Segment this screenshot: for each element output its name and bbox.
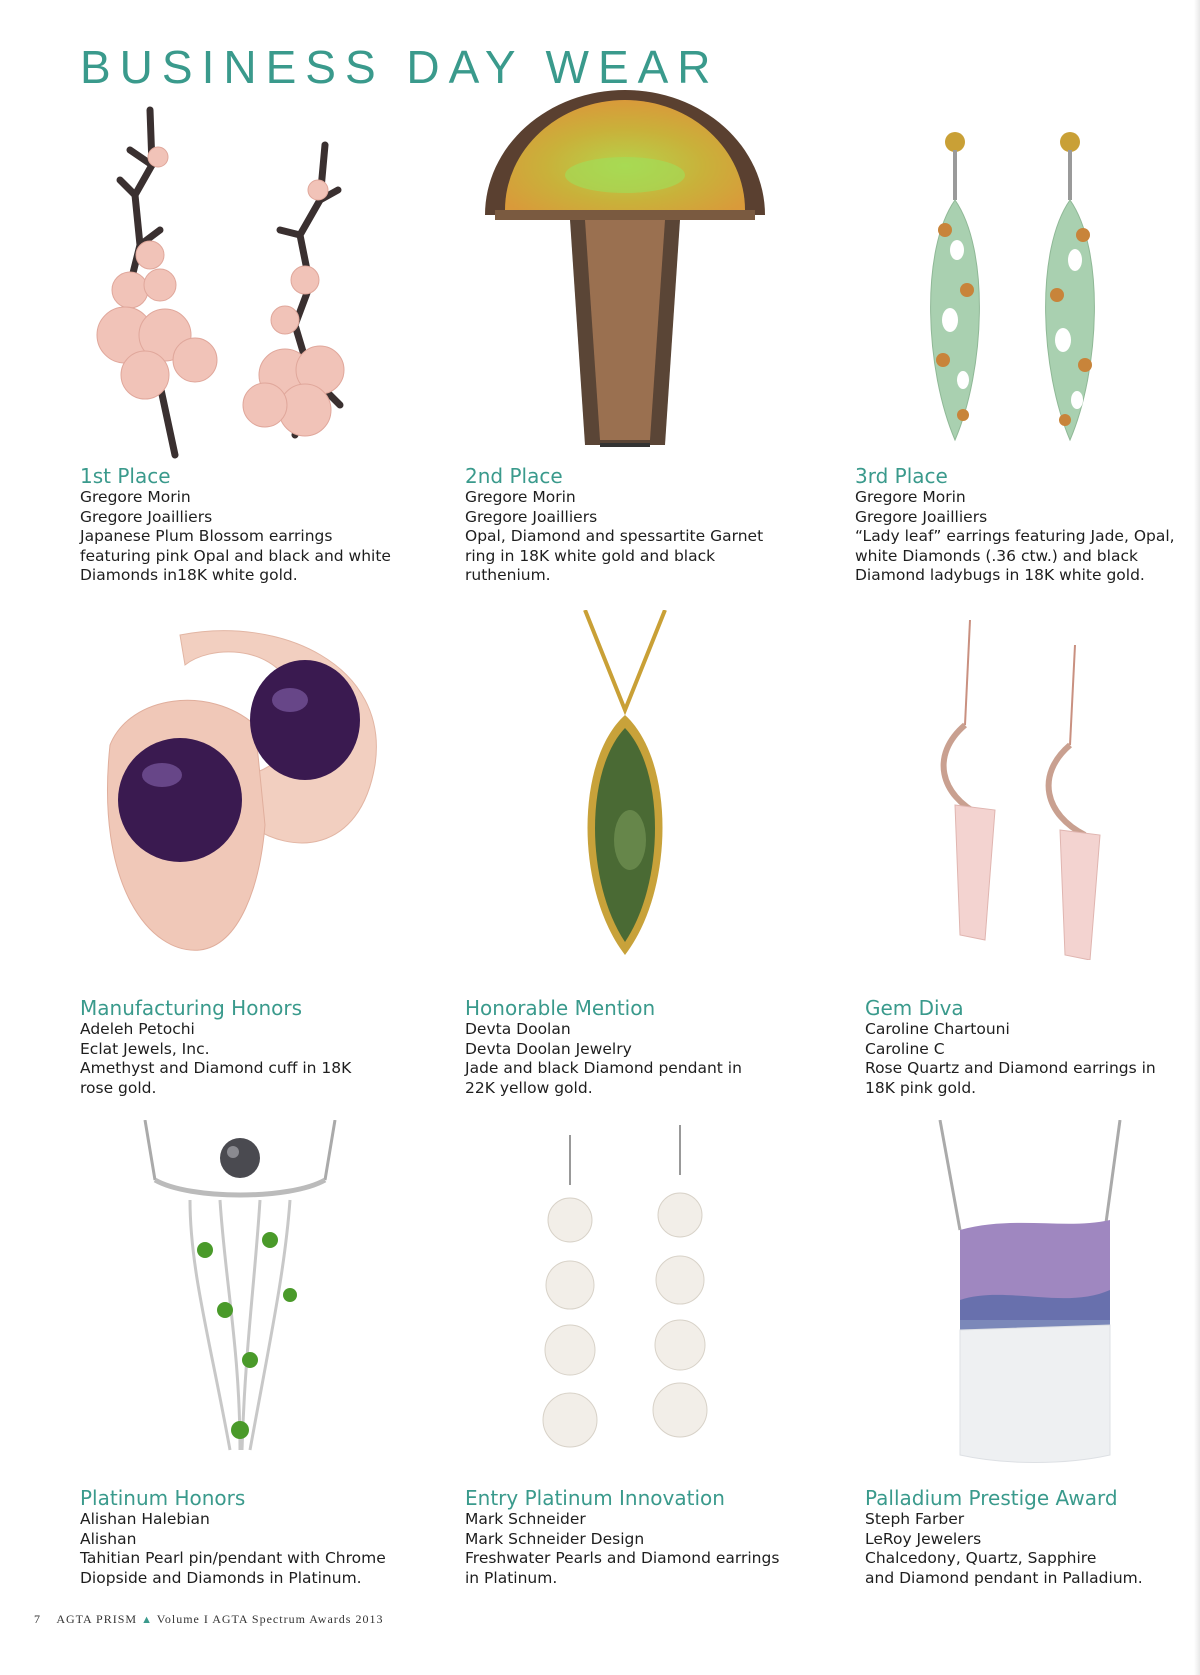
company-name: Mark Schneider Design: [465, 1529, 645, 1548]
rose-quartz-earrings-image: [920, 615, 1120, 960]
description-line: featuring pink Opal and black and white: [80, 546, 391, 565]
page-edge-shadow: [1194, 0, 1200, 1675]
company-name: Alishan: [80, 1529, 137, 1548]
page-footer: [34, 1612, 383, 1627]
page-number: 7: [34, 1612, 41, 1626]
entry-caption-2nd-place: [465, 464, 845, 586]
description-line: and Diamond pendant in Palladium.: [865, 1568, 1143, 1587]
entry-caption-gem-diva: [865, 996, 1200, 1098]
page-title: BUSINESS DAY WEAR: [80, 41, 720, 93]
company-name: Caroline C: [865, 1039, 945, 1058]
entry-caption-honorable-mention: [465, 996, 845, 1098]
company-name: Devta Doolan Jewelry: [465, 1039, 632, 1058]
description-line: Jade and black Diamond pendant in: [465, 1059, 742, 1077]
description-line: Amethyst and Diamond cuff in 18K: [80, 1059, 352, 1077]
description-line: rose gold.: [80, 1078, 157, 1097]
designer-name: Gregore Morin: [465, 488, 576, 506]
designer-name: Caroline Chartouni: [865, 1020, 1010, 1038]
award-title: 3rd Place: [855, 464, 948, 488]
description-line: Opal, Diamond and spessartite Garnet: [465, 527, 764, 545]
entry-caption-1st-place: [80, 464, 460, 586]
description-line: 22K yellow gold.: [465, 1078, 593, 1097]
designer-name: Devta Doolan: [465, 1020, 571, 1038]
entry-caption-platinum-honors: [80, 1486, 460, 1588]
award-title: Honorable Mention: [465, 996, 656, 1020]
entry-caption-3rd-place: [855, 464, 1200, 586]
jade-pendant-image: [555, 610, 695, 960]
description-line: Japanese Plum Blossom earrings: [80, 527, 333, 545]
lady-leaf-earrings-image: [905, 130, 1155, 455]
award-title: Platinum Honors: [80, 1486, 246, 1510]
triangle-icon: ▲: [141, 1614, 153, 1626]
award-title: 2nd Place: [465, 464, 563, 488]
designer-name: Alishan Halebian: [80, 1510, 210, 1528]
award-title: 1st Place: [80, 464, 171, 488]
designer-name: Mark Schneider: [465, 1510, 586, 1528]
opal-ring-image: [475, 85, 775, 455]
tahitian-pearl-pendant-image: [130, 1120, 350, 1465]
amethyst-cuff-image: [90, 625, 390, 955]
company-name: LeRoy Jewelers: [865, 1529, 982, 1548]
description-line: Diamond ladybugs in 18K white gold.: [855, 566, 1145, 584]
description-line: Rose Quartz and Diamond earrings in: [865, 1059, 1156, 1077]
description-line: white Diamonds (.36 ctw.) and black: [855, 546, 1138, 565]
description-line: “Lady leaf” earrings featuring Jade, Opal,: [855, 527, 1175, 545]
award-title: Palladium Prestige Award: [865, 1486, 1118, 1510]
company-name: Gregore Joailliers: [80, 507, 213, 526]
award-title: Gem Diva: [865, 996, 964, 1020]
plum-blossom-earrings-image: [80, 105, 380, 460]
description-line: 18K pink gold.: [865, 1078, 977, 1097]
entry-caption-palladium-prestige-award: [865, 1486, 1200, 1588]
freshwater-pearl-earrings-image: [530, 1125, 710, 1465]
description-line: ring in 18K white gold and black: [465, 546, 716, 565]
entry-caption-manufacturing-honors: [80, 996, 460, 1098]
description-line: ruthenium.: [465, 566, 551, 584]
award-title: Manufacturing Honors: [80, 996, 303, 1020]
publication-name: AGTA PRISM: [56, 1612, 138, 1626]
description-line: in Platinum.: [465, 1568, 558, 1587]
description-line: Freshwater Pearls and Diamond earrings: [465, 1549, 780, 1567]
company-name: Gregore Joailliers: [855, 507, 988, 526]
award-title: Entry Platinum Innovation: [465, 1486, 725, 1510]
company-name: Eclat Jewels, Inc.: [80, 1039, 210, 1058]
designer-name: Adeleh Petochi: [80, 1020, 195, 1038]
company-name: Gregore Joailliers: [465, 507, 598, 526]
description-line: Tahitian Pearl pin/pendant with Chrome: [80, 1549, 386, 1567]
entry-caption-entry-platinum-innovation: [465, 1486, 845, 1588]
designer-name: Steph Farber: [865, 1510, 965, 1528]
designer-name: Gregore Morin: [855, 488, 966, 506]
volume-text: Volume I AGTA Spectrum Awards 2013: [156, 1612, 384, 1626]
description-line: Diamonds in18K white gold.: [80, 566, 298, 584]
chalcedony-pendant-image: [935, 1120, 1135, 1465]
description-line: Diopside and Diamonds in Platinum.: [80, 1568, 362, 1587]
description-line: Chalcedony, Quartz, Sapphire: [865, 1549, 1097, 1567]
designer-name: Gregore Morin: [80, 488, 191, 506]
